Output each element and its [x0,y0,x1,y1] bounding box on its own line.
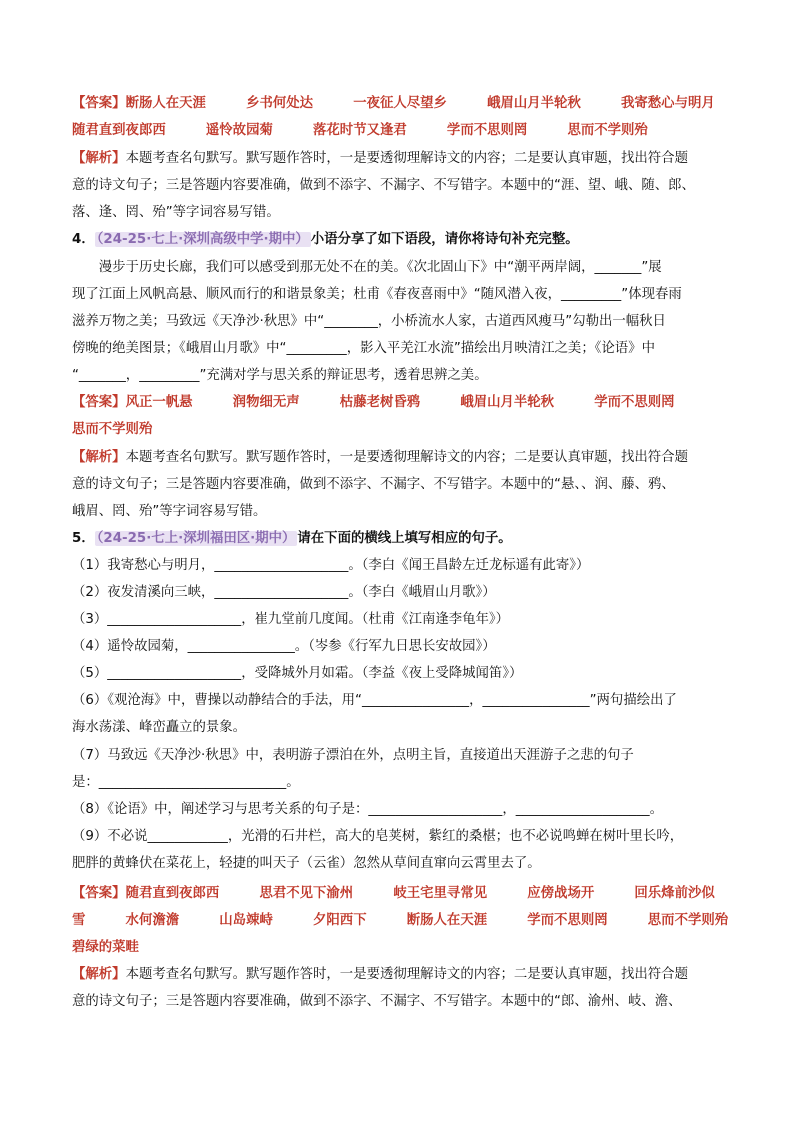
analysis-line [72,966,688,984]
analysis-line [72,204,280,222]
passage-text: “_______，_________”充满对学与思关系的辩证思考，透着思辨之美。 [72,368,488,383]
answer-tag: 【答案】 [72,886,126,901]
item-text: 是：____________________________。 [72,775,300,790]
analysis-text: 峨眉、罔、殆”等字词容易写错。 [72,504,267,519]
answer-line [72,394,675,412]
passage-line [72,313,666,331]
item-text: （4）遥怜故园菊，________________。（岑参《行军九日思长安故园》） [72,639,496,654]
answer-text: 碧绿的菜畦 [72,940,139,955]
passage-text: 傍晚的绝美图景；《峨眉山月歌》中“_________，影入平羌江水流”描绘出月映清江之美；《论语》中 [72,341,655,356]
question-item [72,638,496,656]
item-text: （2）夜发清溪向三峡，____________________。（李白《峨眉山月歌》） [72,585,496,600]
analysis-line [72,150,688,168]
passage-text: 滋养万物之美；马致远《天净沙·秋思》中“________，小桥流水人家，古道西风瘦马”勾勒出一幅秋日 [72,314,666,329]
item-text: （9）不必说____________，光滑的石井栏，高大的皂荚树，紫红的桑椹；也不必说鸣蝉在树叶里长吟， [72,829,684,844]
question-number: 4． [72,232,95,247]
answer-text: 思而不学则殆 [72,422,153,437]
analysis-tag: 【解析】 [72,450,126,465]
question-header [72,530,512,548]
question-item [72,665,522,683]
item-text: （1）我寄愁心与明月，____________________。（李白《闻王昌龄左迁龙标遥有此寄》） [72,558,590,573]
analysis-text: 本题考查名句默写。默写题作答时，一是要透彻理解诗文的内容；二是要认真审题，找出符合题 [125,967,688,982]
answer-tag: 【答案】 [72,96,126,111]
item-text: 海水荡漾、峰峦矗立的景象。 [72,720,247,735]
analysis-line [72,993,682,1011]
analysis-line [72,177,695,195]
question-text: 请在下面的横线上填写相应的句子。 [297,531,512,546]
item-text: （6）《观沧海》中，曹操以动静结合的手法，用“________________，________________”两句描绘出了 [72,693,677,708]
analysis-text: 意的诗文句子；三是答题内容要准确，做到不添字、不漏字、不写错字。本题中的“郎、渝州、岐、澹、 [72,994,682,1009]
question-item [72,719,246,737]
question-item [72,557,589,575]
answer-line [72,122,648,140]
question-item [72,801,663,819]
passage-line [72,259,662,277]
analysis-line [72,503,266,521]
answer-tag: 【答案】 [72,395,126,410]
answer-text: 风正一帆悬 润物细无声 枯藤老树昏鸦 峨眉山月半轮秋 学而不思则罔 [125,395,675,410]
question-item [72,692,677,710]
answer-text: 随君直到夜郎西 遥怜故园菊 落花时节又逢君 学而不思则罔 思而不学则殆 [72,123,648,138]
question-item [72,828,683,846]
question-header [72,231,579,249]
answer-line [72,939,139,957]
analysis-line [72,476,675,494]
answer-text: 随君直到夜郎西 思君不见下渝州 岐王宅里寻常见 应傍战场开 回乐烽前沙似 [125,886,715,901]
question-text: 小语分享了如下语段，请你将诗句补充完整。 [310,232,579,247]
analysis-text: 本题考查名句默写。默写题作答时，一是要透彻理解诗文的内容；二是要认真审题，找出符合题 [125,151,688,166]
item-text: 肥胖的黄蜂伏在菜花上，轻捷的叫天子（云雀）忽然从草间直窜向云霄里去了。 [72,856,541,871]
passage-line [72,340,655,358]
answer-text: 雪 水何澹澹 山岛竦峙 夕阳西下 断肠人在天涯 学而不思则罔 思而不学则殆 [72,913,729,928]
question-number: 5． [72,531,95,546]
question-item [72,747,634,765]
analysis-tag: 【解析】 [72,151,126,166]
answer-line [72,95,715,113]
analysis-text: 本题考查名句默写。默写题作答时，一是要透彻理解诗文的内容；二是要认真审题，找出符合题 [125,450,688,465]
question-item [72,774,300,792]
answer-line [72,885,715,903]
question-item [72,611,509,629]
analysis-text: 意的诗文句子；三是答题内容要准确，做到不添字、不漏字、不写错字。本题中的“悬、、润、藤、鸦、 [72,477,675,492]
analysis-text: 落、逢、罔、殆”等字词容易写错。 [72,205,280,220]
passage-text: 现了江面上风帆高悬、顺风而行的和谐景象美；杜甫《春夜喜雨中》“随风潜入夜，_________”体现春雨 [72,287,682,302]
item-text: （8）《论语》中，阐述学习与思考关系的句子是：____________________，____________________。 [72,802,664,817]
question-item [72,855,541,873]
passage-text: 漫步于历史长廊，我们可以感受到那无处不在的美。《次北固山下》中“潮平两岸阔，_______”展 [72,260,662,275]
answer-line [72,912,728,930]
question-source-tag: （24-25·七上·深圳高级中学·期中） [96,232,309,247]
item-text: （5）____________________，受降城外月如霜。（李益《夜上受降城闻笛》） [72,666,523,681]
question-source-tag: （24-25·七上·深圳福田区·期中） [96,531,296,546]
analysis-line [72,449,688,467]
passage-line [72,367,488,385]
analysis-tag: 【解析】 [72,967,126,982]
answer-text: 断肠人在天涯 乡书何处达 一夜征人尽望乡 峨眉山月半轮秋 我寄愁心与明月 [125,96,715,111]
question-item [72,584,496,602]
item-text: （7）马致远《天净沙·秋思》中，表明游子漂泊在外，点明主旨，直接道出天涯游子之悲的句子 [72,748,634,763]
answer-line [72,421,152,439]
analysis-text: 意的诗文句子；三是答题内容要准确，做到不添字、不漏字、不写错字。本题中的“涯、望、峨、随、郎、 [72,178,695,193]
item-text: （3）____________________，崔九堂前几度闻。（杜甫《江南逢李龟年》） [72,612,510,627]
passage-line [72,286,682,304]
